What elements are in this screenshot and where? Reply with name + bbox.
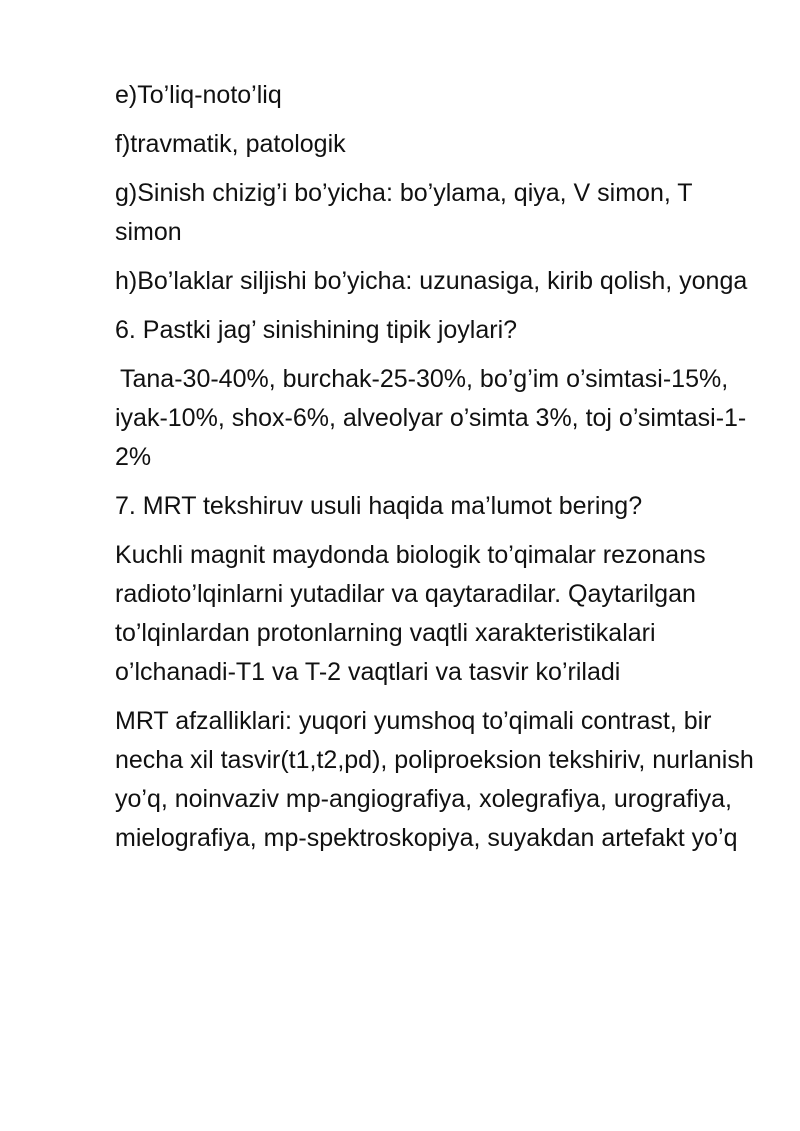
item-g-fracture-line: g)Sinish chizig’i bo’yicha: bo’ylama, qiya, V simon, T simon	[115, 179, 693, 246]
question-6: 6. Pastki jag’ sinishining tipik joylari?	[115, 316, 518, 344]
item-e-completeness: e)To’liq-noto’liq	[115, 81, 282, 109]
item-f-origin: f)travmatik, patologik	[115, 130, 346, 158]
answer-7-mrt-advantages: MRT afzalliklari: yuqori yumshoq to’qimali contrast, bir necha xil tasvir(t1,t2,pd), poliproeksion tekshiriv, nurlanish yo’q, noinvaziv mp-angiografiya, xolegrafiya, urografiya, mielografiya, mp-spektroskopiya, suyakdan artefakt yo’q	[115, 707, 754, 852]
item-h-fragment-displacement: h)Bo’laklar siljishi bo’yicha: uzunasiga, kirib qolish, yonga	[115, 267, 748, 295]
answer-6: Tana-30-40%, burchak-25-30%, bo’g’im o’simtasi-15%, iyak-10%, shox-6%, alveolyar o’simta 3%, toj o’simtasi-1-2%	[115, 365, 747, 471]
question-7: 7. MRT tekshiruv usuli haqida ma’lumot bering?	[115, 492, 643, 520]
answer-7-mrt-description: Kuchli magnit maydonda biologik to’qimalar rezonans radioto’lqinlarni yutadilar va qaytaradilar. Qaytarilgan to’lqinlardan protonlarning vaqtli xarakteristikalari o’lchanadi-T1 va T-2 vaqtlari va tasvir ko’riladi	[115, 541, 706, 686]
document-body	[115, 76, 755, 868]
